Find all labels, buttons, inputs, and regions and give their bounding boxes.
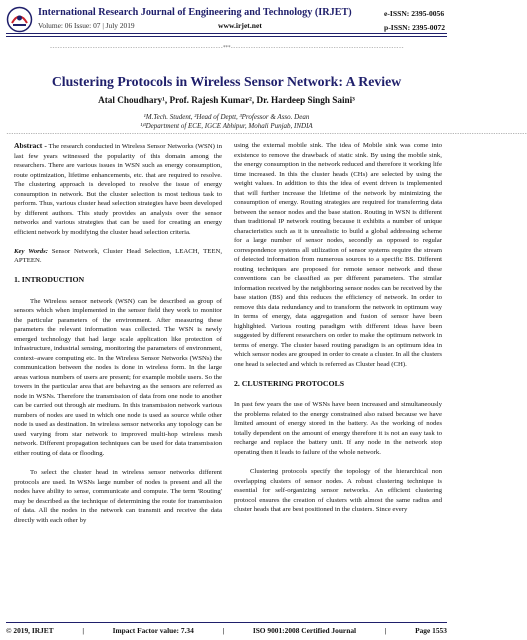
footer-rule	[6, 622, 447, 623]
introduction-paragraph-1: The Wireless sensor network (WSN) can be described as group of sensors which when implemented in the sensor field they work to monitor the particular parameters of the environment. After measuring these parameters the relevant information was collected. The WSN is newly emerged technology that had large scale application like protection of infrastructure, industrial sensing, monitoring the parameters of environment, context–aware computing etc. In the Wireless Sensor Networks (WSNs) the communication between the nodes is done in wireless form. In the large areas various numbers of users are present; for example mobile users. So the towers in the particular area that are behaving as the sensors are referred as node in WSNs. Therefore the transmission of data from one node to another can be carried out through air medium. In this transmission network various numbers of nodes are used in which one node is used as source while other node is used as destination. In wireless sensor networks any topology can be used varying from star network to improved multi-hop wireless mesh network. Different propagation techniques can be used for data transmission either routing of data or flooding.	[14, 297, 222, 457]
header-separator: ---------------------------------------------------------------------***---------------------------------------------------------------------	[49, 45, 404, 51]
page-footer	[6, 626, 447, 635]
irjet-logo-icon	[6, 6, 33, 33]
footer-iso-certification: ISO 9001:2008 Certified Journal	[252, 626, 357, 635]
e-issn: e-ISSN: 2395-0056	[384, 9, 445, 18]
author-affiliation-department: ¹ʲ³Department of ECE, IGCE Abhipur, Mohali Punjab, INDIA	[140, 122, 313, 130]
clustering-paragraph-2: Clustering protocols specify the topology of the hierarchical non overlapping clusters of sensor nodes. A robust clustering technique is essential for self-organizing sensor networks. An efficient clustering protocol ensures the creation of clusters with almost the same radius and cluster heads that are best positioned in the clusters. Since every	[234, 468, 442, 514]
abstract-heading: Abstract -	[14, 141, 47, 150]
keywords-text: Sensor Network, Cluster Head Selection, LEACH, TEEN, APTEEN.	[14, 247, 223, 265]
author-affiliation-roles: ¹M.Tech. Student, ²Head of Deptt, ³Professor & Asso. Dean	[143, 113, 310, 121]
journal-header	[0, 0, 453, 62]
routing-paragraph: using the external mobile sink. The idea of Mobile sink was come into existence to remove the drawback of static sink. By using the mobile sink, the energy consumption in the network reduced and therefore it working life time increased. In this the cluster heads (CHs) are selected by using the weight values. In addition to this the idea of event driven is implemented that will further increase the lifetime of the network by minimizing the consumption of energy. Routing strategies are required for transferring data between the sensor nodes and the base station. Routing in WSN is different than traditional IP network routing because it exhibits a number of unique characteristics such as it is unrealistic to build a global addressing scheme for a large number of sensor nodes, secondly as opposed to regular correspondence systems all utilization of sensor systems require the stream of detected information from numerous sources to a specific BS. Different routing techniques are proposed for remote sensor network and these conventions can be classified as per different parameters. The similar information received by the neighboring sensor nodes can be received by the base station (BS) and this reduces the efficiency of network. In order to remove this data redundancy and to transform the network in optimum way in terms of energy, data aggregation and fusion of sensor have been highlighted. Various routing paradigm with different ideas have been suggested by different researchers on order to make the optimum network in terms of energy. The cluster based routing paradigm is an optimum idea in which sensor nodes are grouped in order to create a cluster. In all the clusters one head is selected and which is referred as Cluster head (CH).	[234, 142, 442, 368]
header-rule	[6, 33, 447, 34]
abstract	[14, 141, 222, 237]
footer-separator: |	[222, 626, 225, 635]
keywords-heading: Key Words:	[14, 247, 48, 255]
p-issn: p-ISSN: 2395-0072	[384, 23, 445, 32]
introduction-paragraph-2: To select the cluster head in wireless sensor networks different protocols are used. In WSNs large number of nodes is present and all the nodes have ability to sense, communicate and compute. The term 'Routing' may be described as the technique of determining the route for transmission of data. All the nodes in the network can transmit and receive the data directly with each other by	[14, 469, 222, 524]
section-heading-introduction: 1. INTRODUCTION	[14, 275, 85, 285]
left-column	[14, 141, 222, 535]
header-rule-thick	[6, 36, 447, 37]
footer-separator: |	[384, 626, 387, 635]
issn-block	[384, 7, 445, 35]
journal-name: International Research Journal of Engineering and Technology (IRJET)	[38, 7, 352, 18]
footer-separator: |	[82, 626, 84, 635]
footer-page-number: Page 1553	[415, 626, 447, 635]
section-heading-clustering: 2. CLUSTERING PROTOCOLS	[234, 378, 345, 388]
journal-website[interactable]: www.irjet.net	[218, 21, 262, 30]
footer-copyright: © 2019, IRJET	[6, 626, 54, 635]
paper-title: Clustering Protocols in Wireless Sensor Network: A Review	[51, 74, 402, 89]
clustering-paragraph-1: In past few years the use of WSNs have been increased and simultaneously the problems related to the energy constrained also raised because we have limited amount of energy stored in the battery. As the working of nodes totally dependent on the amount of energy therefore it is not an easy task to recharge and replace the battery unit. If any node in the network stop operating then it leads to failure of the whole network.	[234, 401, 442, 456]
keywords	[14, 247, 222, 266]
volume-issue: Volume: 06 Issue: 07 | July 2019	[38, 21, 135, 30]
footer-impact-factor: Impact Factor value: 7.34	[112, 626, 194, 635]
right-column	[234, 141, 442, 524]
abstract-text: The research conducted in Wireless Sensor Networks (WSN) in last few years witnessed the popularity of this domain among the researchers. There are various issues in WSN such as energy consumption, route optimization, lifetime enhancements, etc. that are required to resolve. The clustering approach is developed to resolve the issue of energy consumption in network. But the cluster selection is most tedious task to perform. Thus, various cluster head selection strategies have been developed by different authors. This study provides an analysis over the sensor networks and various strategies that can be used for creating an energy efficient network by modifying the cluster head selection criteria.	[14, 143, 222, 236]
title-separator: ------------------------------------------------------------------------------------------------------------------------------------------------------------------------------------------------------------------------	[6, 131, 527, 137]
paper-authors: Atal Choudhary¹, Prof. Rajesh Kumar², Dr. Hardeep Singh Saini³	[98, 95, 355, 105]
